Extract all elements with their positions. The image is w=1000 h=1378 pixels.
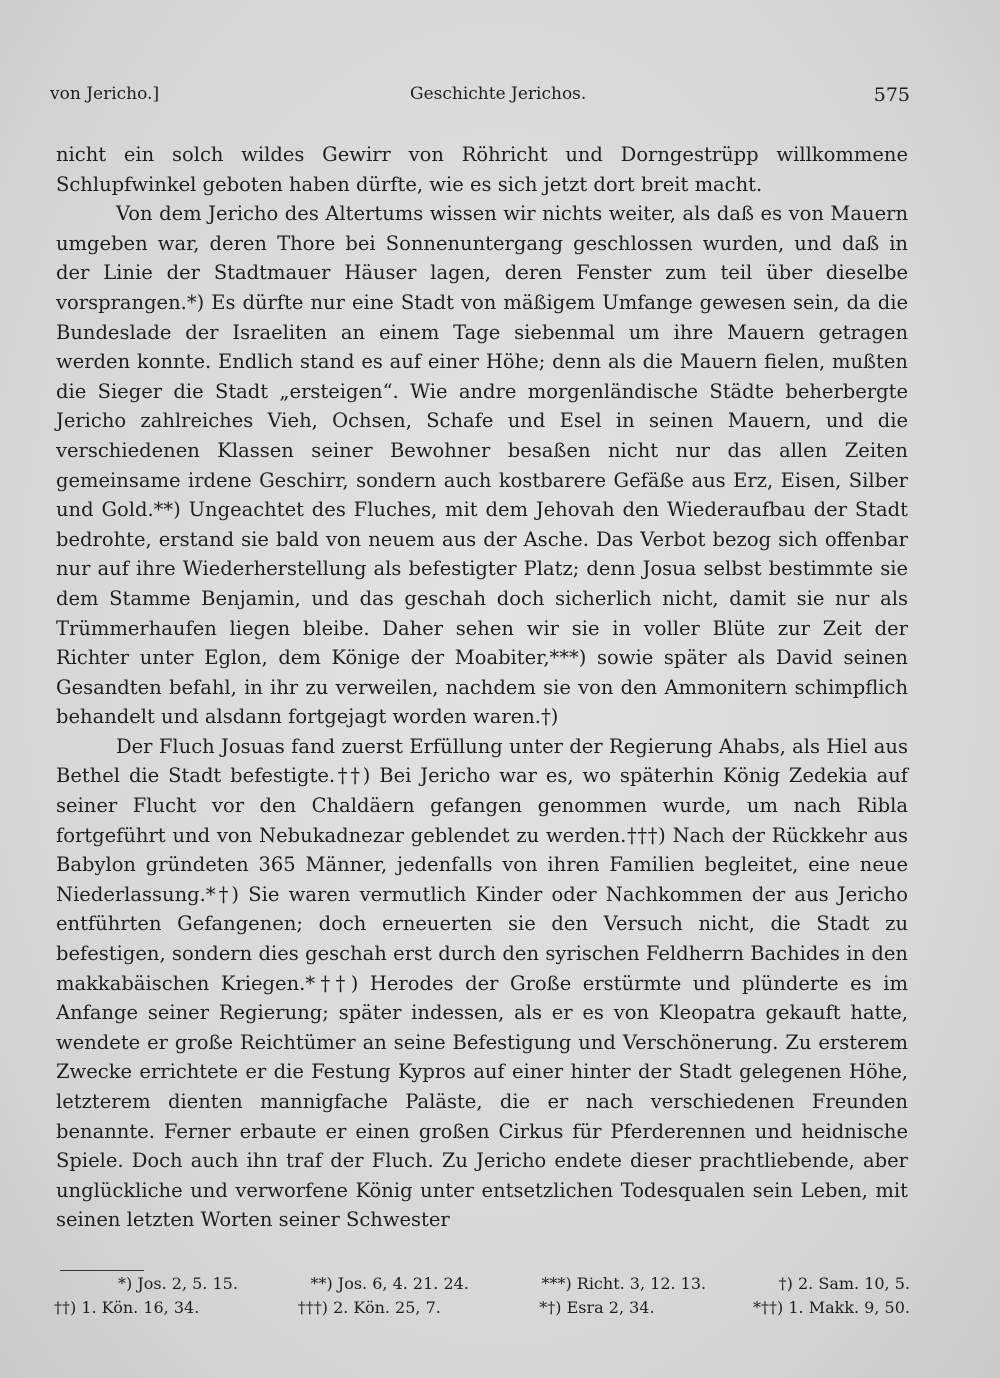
footnote: †) 2. Sam. 10, 5.	[778, 1274, 910, 1293]
paragraph-fluch: Der Fluch Josuas fand zuerst Erfüllung unter der Regierung Ahabs, als Hiel aus Bethel die Stadt befestigte.††) Bei Jericho war es, wo späterhin König Zedekia auf seiner Flucht vor den Chaldäern gefangen genommen wurde, um nach Ribla fortgeführt und von Nebukadnezar geblendet zu werden.†††) Nach der Rückkehr aus Babylon gründeten 365 Männer, jedenfalls von ihren Familien begleitet, eine neue Niederlassung.*†) Sie waren vermutlich Kinder oder Nachkommen der aus Jericho entführten Gefangenen; doch erneuerten sie den Versuch nicht, die Stadt zu befestigen, sondern dies geschah erst durch den syrischen Feldherrn Bachides in den makkabäischen Kriegen.*††) Herodes der Große erstürmte und plünderte es im Anfange seiner Regierung; später indessen, als er es von Kleopatra gekauft hatte, wendete er große Reichtümer an seine Befestigung und Verschönerung. Zu ersterem Zwecke errichtete er die Festung Kypros auf einer hinter der Stadt gelegenen Höhe, letzterem dienten mannigfache Paläste, die er nach verschiedenen Freunden benannte. Ferner erbaute er einen großen Cirkus für Pferderennen und heidnische Spiele. Doch auch ihn traf der Fluch. Zu Jericho endete dieser prachtliebende, aber unglückliche und verworfene König unter entsetzlichen Todesqualen sein Leben, mit seinen letzten Worten seiner Schwester	[56, 734, 908, 1232]
main-text	[56, 140, 908, 1235]
footnote: *) Jos. 2, 5. 15.	[118, 1274, 238, 1293]
header-title: Geschichte Jerichos.	[410, 84, 587, 104]
footnotes	[54, 1272, 910, 1320]
footnote-row-1	[54, 1272, 910, 1296]
footnote: ***) Richt. 3, 12. 13.	[541, 1274, 707, 1293]
paragraph-altertum: Von dem Jericho des Altertums wissen wir nichts weiter, als daß es von Mauern umgeben war, deren Thore bei Sonnenuntergang geschlossen wurden, und daß in der Linie der Stadtmauer Häuser lagen, deren Fenster zum teil über dieselbe vorsprangen.*) Es dürfte nur eine Stadt von mäßigem Umfange gewesen sein, da die Bundeslade der Israeliten an einem Tage siebenmal um ihre Mauern getragen werden konnte. Endlich stand es auf einer Höhe; denn als die Mauern fielen, mußten die Sieger die Stadt „ersteigen“. Wie andre morgenländische Städte beherbergte Jericho zahlreiches Vieh, Ochsen, Schafe und Esel in seinen Mauern, und die verschiedenen Klassen seiner Bewohner besaßen nicht nur das allen Zeiten gemeinsame irdene Geschirr, sondern auch kostbarere Gefäße aus Erz, Eisen, Silber und Gold.**) Ungeachtet des Fluches, mit dem Jehovah den Wiederaufbau der Stadt bedrohte, erstand sie bald von neuem aus der Asche. Das Verbot bezog sich offenbar nur auf ihre Wiederherstellung als befestigter Platz; denn Josua selbst bestimmte sie dem Stamme Benjamin, und das geschah doch sicherlich nicht, damit sie nur als Trümmerhaufen liegen bleibe. Daher sehen wir sie in voller Blüte zur Zeit der Richter unter Eglon, dem Könige der Moabiter,***) sowie später als David seinen Gesandten befahl, in ihr zu verweilen, nachdem sie von den Ammonitern schimpflich behandelt und alsdann fortgejagt worden waren.†)	[56, 202, 908, 729]
footnote-rule	[60, 1270, 144, 1271]
paragraph-continuation: nicht ein solch wildes Gewirr von Röhricht und Dorngestrüpp willkommene Schlupfwinkel geboten haben dürfte, wie es sich jetzt dort breit macht.	[56, 143, 908, 196]
page-number: 575	[873, 84, 910, 106]
footnote: **) Jos. 6, 4. 21. 24.	[310, 1274, 469, 1293]
footnote: *††) 1. Makk. 9, 50.	[753, 1298, 910, 1317]
footnote-row-2	[54, 1296, 910, 1320]
footnote: ††) 1. Kön. 16, 34.	[54, 1298, 200, 1317]
running-header	[50, 84, 910, 114]
footnote: *†) Esra 2, 34.	[539, 1298, 655, 1317]
footnote: †††) 2. Kön. 25, 7.	[297, 1298, 441, 1317]
header-left: von Jericho.]	[50, 84, 160, 104]
